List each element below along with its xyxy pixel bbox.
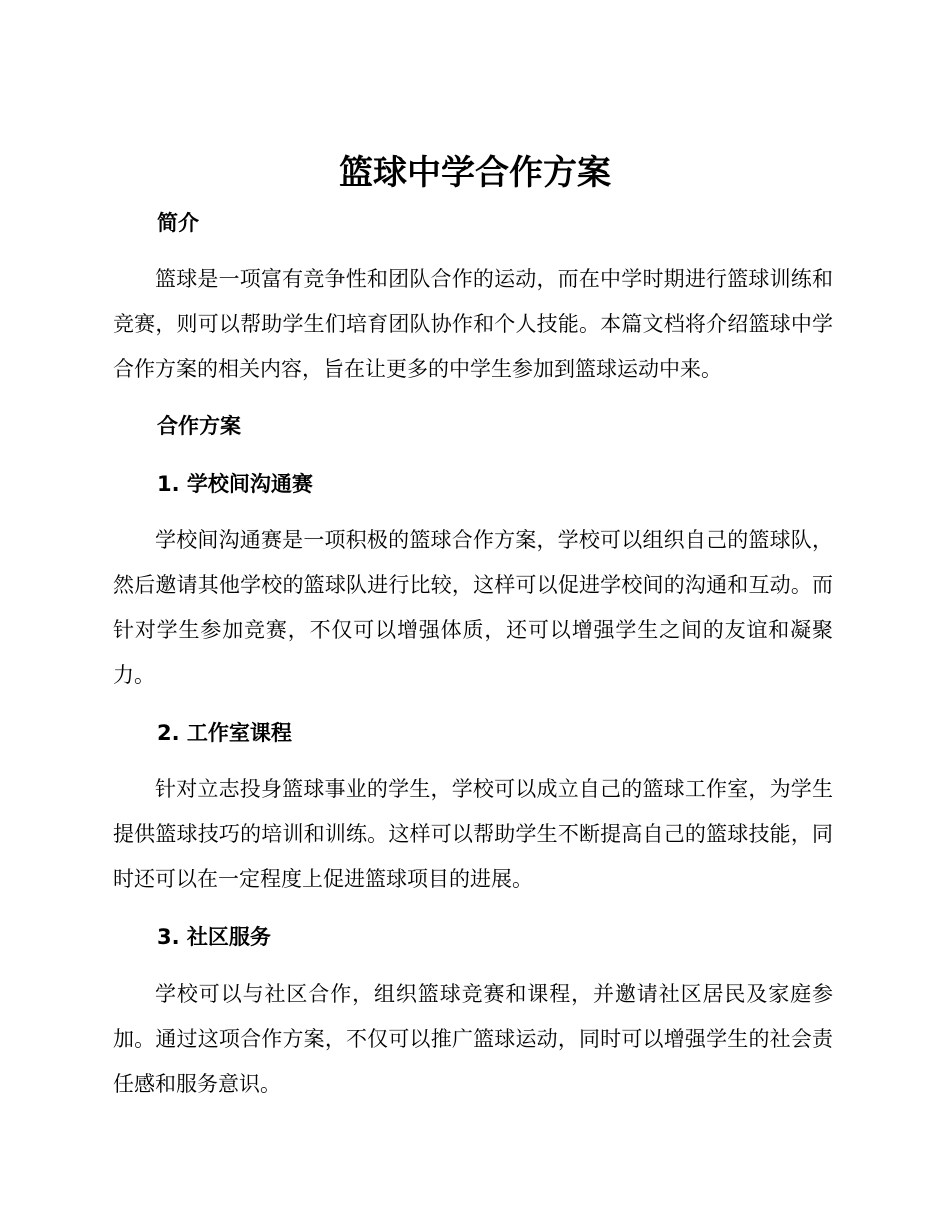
section-heading-cooperation-plan: 合作方案 — [157, 414, 241, 438]
section-paragraph-community-service: 学校可以与社区合作，组织篮球竞赛和课程，并邀请社区居民及家庭参加。通过这项合作方案，不仅可以推广篮球运动，同时可以增强学生的社会责任感和服务意识。 — [113, 982, 833, 1096]
section-paragraph-intro: 篮球是一项富有竞争性和团队合作的运动，而在中学时期进行篮球训练和竞赛，则可以帮助学生们培育团队协作和个人技能。本篇文档将介绍篮球中学合作方案的相关内容，旨在让更多的中学生参加到篮球运动中来。 — [113, 267, 833, 381]
section-heading-studio-course: 2. 工作室课程 — [157, 721, 292, 745]
document-title: 篮球中学合作方案 — [339, 153, 611, 193]
section-heading-inter-school-match: 1. 学校间沟通赛 — [157, 472, 313, 496]
section-paragraph-studio-course: 针对立志投身篮球事业的学生，学校可以成立自己的篮球工作室，为学生提供篮球技巧的培训和训练。这样可以帮助学生不断提高自己的篮球技能，同时还可以在一定程度上促进篮球项目的进展。 — [113, 777, 833, 891]
section-heading-intro: 简介 — [157, 211, 199, 235]
section-heading-community-service: 3. 社区服务 — [157, 925, 271, 949]
section-paragraph-inter-school-match: 学校间沟通赛是一项积极的篮球合作方案，学校可以组织自己的篮球队，然后邀请其他学校的篮球队进行比较，这样可以促进学校间的沟通和互动。而针对学生参加竞赛，不仅可以增强体质，还可以增强学生之间的友谊和凝聚力。 — [113, 528, 833, 687]
